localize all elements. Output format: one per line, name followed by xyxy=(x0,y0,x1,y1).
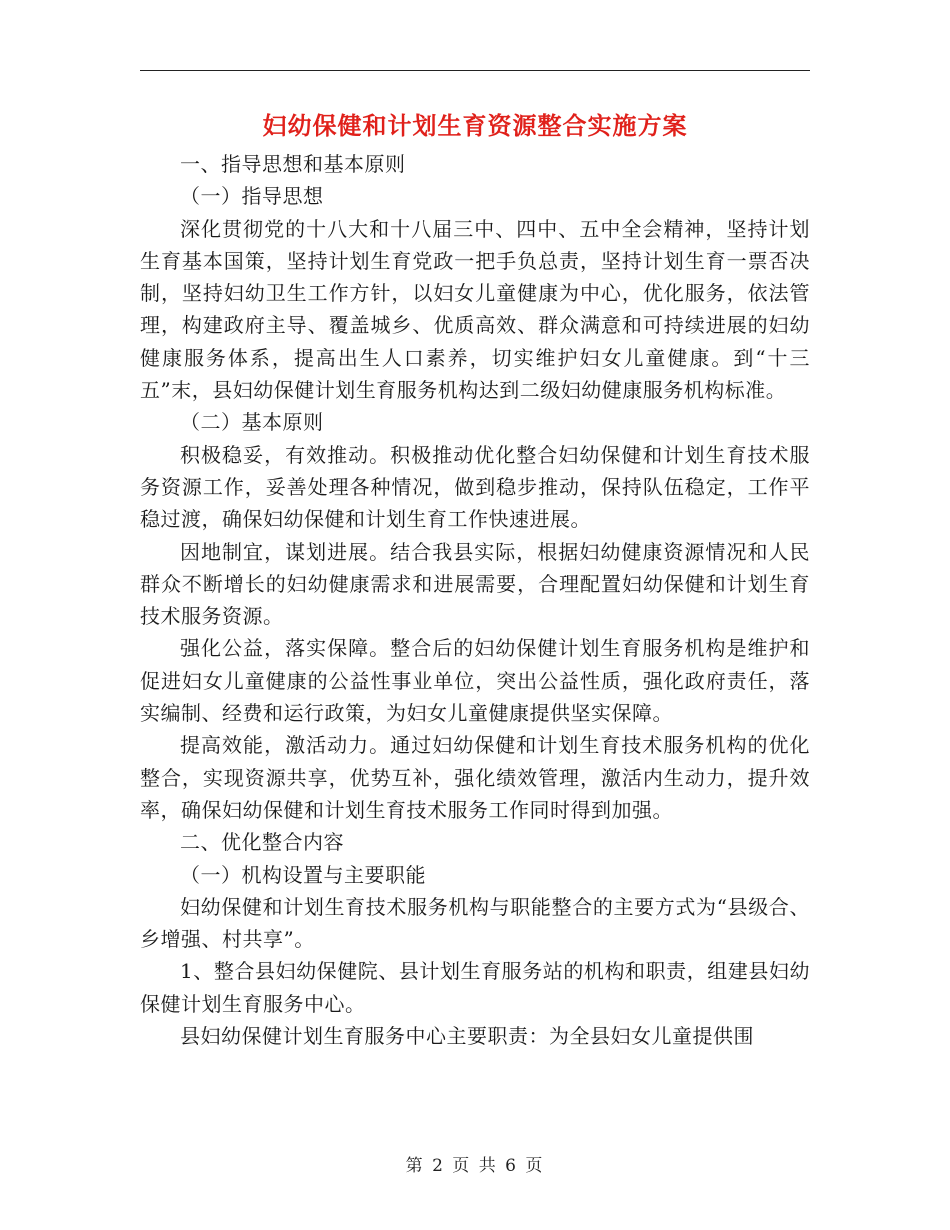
subsection-heading-1-1: （一）指导思想 xyxy=(180,184,324,209)
paragraph-principle-2: 因地制宜，谋划进展。结合我县实际，根据妇幼健康资源情况和人民群众不断增长的妇幼健康需求和进展需要，合理配置妇幼保健和计划生育技术服务资源。 xyxy=(140,539,810,629)
subsection-heading-2-1: （一）机构设置与主要职能 xyxy=(180,862,426,887)
paragraph-principle-4: 提高效能，激活动力。通过妇幼保健和计划生育技术服务机构的优化整合，实现资源共享，优势互补，强化绩效管理，激活内生动力，提升效率，确保妇幼保健和计划生育技术服务工作同时得到加强。 xyxy=(140,733,810,822)
paragraph-item-1: 1、整合县妇幼保健院、县计划生育服务站的机构和职责，组建县妇幼保健计划生育服务中心。 xyxy=(140,959,810,1016)
header-rule xyxy=(140,70,810,71)
section-heading-1: 一、指导思想和基本原则 xyxy=(180,152,406,176)
document-body xyxy=(140,148,810,1052)
section-heading-2: 二、优化整合内容 xyxy=(180,830,344,855)
paragraph-center-duties: 县妇幼保健计划生育服务中心主要职责：为全县妇女儿童提供围 xyxy=(180,1024,754,1049)
document-title: 妇幼保健和计划生育资源整合实施方案 xyxy=(262,111,688,140)
paragraph-principle-3: 强化公益，落实保障。整合后的妇幼保健计划生育服务机构是维护和促进妇女儿童健康的公益性事业单位，突出公益性质，强化政府责任，落实编制、经费和运行政策，为妇女儿童健康提供坚实保障。 xyxy=(140,636,810,726)
subsection-heading-1-2: （二）基本原则 xyxy=(180,410,324,435)
paragraph-principle-1: 积极稳妥，有效推动。积极推动优化整合妇幼保健和计划生育技术服务资源工作，妥善处理各种情况，做到稳步推动，保持队伍稳定，工作平稳过渡，确保妇幼保健和计划生育工作快速进展。 xyxy=(140,442,810,532)
page-number-footer: 第 2 页 共 6 页 xyxy=(405,1156,545,1176)
paragraph-integration-method: 妇幼保健和计划生育技术服务机构与职能整合的主要方式为“县级合、乡增强、村共享”。 xyxy=(140,894,810,952)
paragraph-guiding-thought: 深化贯彻党的十八大和十八届三中、四中、五中全会精神，坚持计划生育基本国策，坚持计划生育党政一把手负总责，坚持计划生育一票否决制，坚持妇幼卫生工作方针，以妇女儿童健康为中心，优化服务，依法管理，构建政府主导、覆盖城乡、优质高效、群众满意和可持续进展的妇幼健康服务体系，提高出生人口素养，切实维护妇女儿童健康。到“十三五”末，县妇幼保健计划生育服务机构达到二级妇幼健康服务机构标准。 xyxy=(140,216,810,403)
